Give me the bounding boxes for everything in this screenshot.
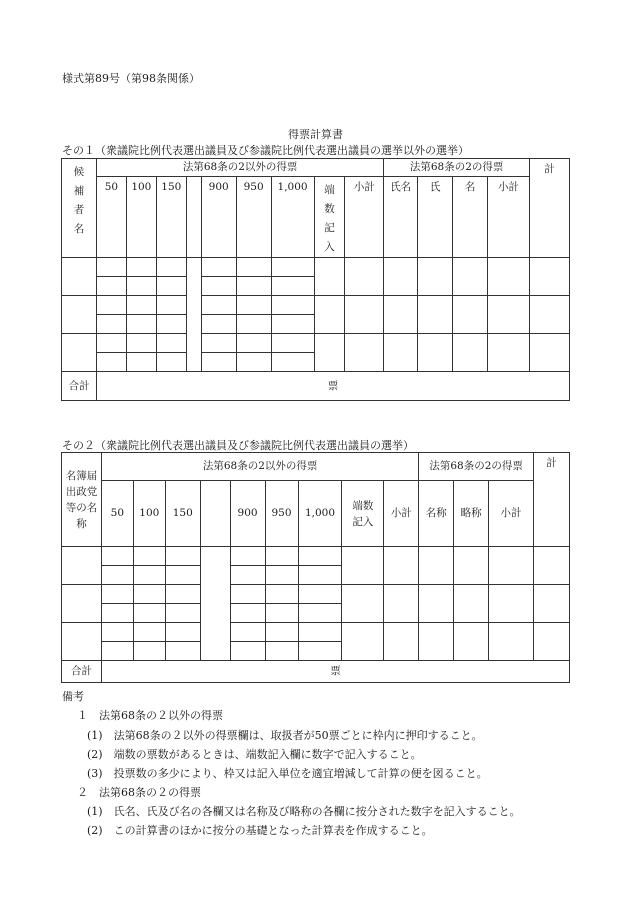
party-fullname-cell[interactable] [419,623,454,661]
fraction-cell[interactable] [314,258,345,296]
other-votes-group-header: 法第68条の2以外の得票 [96,159,383,177]
tally-cell[interactable] [96,296,126,315]
party-abbrev-cell[interactable] [454,547,489,585]
tally-cell[interactable] [165,547,200,566]
tally-cell[interactable] [230,623,265,642]
tally-cell[interactable] [236,296,271,315]
party-fullname-cell[interactable] [419,585,454,623]
tally-1000-header: 1,000 [271,177,314,258]
tally-950-header: 950 [265,481,298,547]
tally-cell[interactable] [236,258,271,277]
full-name-cell[interactable] [384,334,418,372]
remark-2-item-1: (1) 氏名、氏及び名の各欄又は名称及び略称の各欄に按分された数字を記入すること。 [87,805,521,818]
art68-2-votes-group-header: 法第68条の2の得票 [419,453,534,481]
tally-cell[interactable] [230,642,265,661]
tally-cell[interactable] [126,315,156,334]
fraction-entry-header: 端数記入 [314,177,345,258]
fraction-cell[interactable] [342,547,384,585]
tally-cell[interactable] [236,353,271,372]
tally-cell[interactable] [271,296,314,315]
remark-section-1-label: １ 法第68条の２以外の得票 [77,709,223,722]
tally-gap [200,481,230,547]
tally-cell[interactable] [133,623,165,642]
tally-cell[interactable] [126,258,156,277]
tally-cell[interactable] [298,585,342,604]
party-cell[interactable] [62,547,102,585]
tally-cell[interactable] [230,566,265,585]
form-number-label: 様式第89号（第98条関係） [62,72,200,85]
tally-50-header: 50 [101,481,133,547]
tally-cell[interactable] [133,547,165,566]
tally-cell[interactable] [96,258,126,277]
tally-cell[interactable] [265,604,298,623]
tally-gap [186,177,201,258]
subtotal-header: 小計 [345,177,384,258]
tally-cell[interactable] [298,623,342,642]
tally-cell[interactable] [126,334,156,353]
tally-cell[interactable] [236,277,271,296]
tally-cell[interactable] [165,623,200,642]
tally-cell[interactable] [236,315,271,334]
tally-cell[interactable] [265,566,298,585]
tally-cell[interactable] [201,353,236,372]
art68-2-subtotal-cell[interactable] [489,585,534,623]
tally-cell[interactable] [265,585,298,604]
surname-cell[interactable] [418,296,453,334]
part1-heading: その１（衆議院比例代表選出議員及び参議院比例代表選出議員の選挙以外の選挙） [62,144,469,157]
tally-cell[interactable] [96,315,126,334]
tally-cell[interactable] [96,334,126,353]
candidate-cell[interactable] [62,258,97,296]
tally-cell[interactable] [201,258,236,277]
subtotal-cell[interactable] [345,296,384,334]
tally-cell[interactable] [156,277,186,296]
art68-2-subtotal-header: 小計 [489,481,534,547]
sum-label: 合計 [62,372,97,401]
tally-cell[interactable] [230,547,265,566]
total-cell[interactable] [533,585,569,623]
tally-cell[interactable] [271,315,314,334]
tally-cell[interactable] [165,566,200,585]
sum-label: 合計 [62,661,102,683]
art68-2-subtotal-cell[interactable] [488,334,530,372]
tally-cell[interactable] [101,623,133,642]
fraction-cell[interactable] [342,585,384,623]
full-name-cell[interactable] [384,296,418,334]
tally-cell[interactable] [96,353,126,372]
full-name-header: 氏名 [384,177,418,258]
tally-cell[interactable] [126,353,156,372]
total-header: 計 [533,453,569,547]
given-name-cell[interactable] [453,258,488,296]
fraction-cell[interactable] [342,623,384,661]
given-name-header: 名 [453,177,488,258]
art68-2-subtotal-cell[interactable] [488,258,530,296]
tally-cell[interactable] [298,604,342,623]
subtotal-header: 小計 [384,481,419,547]
party-abbrev-cell[interactable] [454,585,489,623]
tally-50-header: 50 [96,177,126,258]
tally-cell[interactable] [133,604,165,623]
tally-gap [200,547,230,661]
art68-2-subtotal-cell[interactable] [489,623,534,661]
total-cell[interactable] [533,623,569,661]
tally-cell[interactable] [265,623,298,642]
tally-cell[interactable] [236,334,271,353]
tally-cell[interactable] [126,277,156,296]
party-abbrev-cell[interactable] [454,623,489,661]
tally-cell[interactable] [298,547,342,566]
remark-1-item-3: (3) 投票数の多少により、枠又は記入単位を適宜増減して計算の便を図ること。 [87,767,488,780]
total-cell[interactable] [529,258,569,296]
party-cell[interactable] [62,623,102,661]
tally-950-header: 950 [236,177,271,258]
tally-150-header: 150 [165,481,200,547]
tally-cell[interactable] [101,566,133,585]
tally-cell[interactable] [156,296,186,315]
total-cell[interactable] [533,547,569,585]
tally-cell[interactable] [230,604,265,623]
document-title: 得票計算書 [288,128,343,141]
tally-cell[interactable] [126,296,156,315]
candidate-name-header: 候補者名 [62,159,97,258]
tally-cell[interactable] [165,642,200,661]
tally-cell[interactable] [156,315,186,334]
part1-table [61,158,570,401]
tally-cell[interactable] [165,604,200,623]
tally-cell[interactable] [101,604,133,623]
total-header: 計 [529,159,569,258]
tally-cell[interactable] [133,585,165,604]
party-name-header: 名簿届出政党等の名称 [62,453,102,547]
part2-heading: その２（衆議院比例代表選出議員及び参議院比例代表選出議員の選挙） [62,439,414,452]
sum-votes-cell[interactable]: 票 [96,372,569,401]
surname-cell[interactable] [418,258,453,296]
total-cell[interactable] [529,334,569,372]
surname-header: 氏 [418,177,453,258]
tally-cell[interactable] [298,566,342,585]
tally-cell[interactable] [156,258,186,277]
fraction-cell[interactable] [314,334,345,372]
party-fullname-header: 名称 [419,481,454,547]
party-cell[interactable] [62,585,102,623]
candidate-cell[interactable] [62,334,97,372]
party-fullname-cell[interactable] [419,547,454,585]
remark-1-item-1: (1) 法第68条の２以外の得票欄は、取扱者が50票ごとに枠内に押印すること。 [87,729,483,742]
subtotal-cell[interactable] [384,585,419,623]
tally-cell[interactable] [101,642,133,661]
remark-2-item-2: (2) この計算書のほかに按分の基礎となった計算表を作成すること。 [87,824,433,837]
party-abbrev-header: 略称 [454,481,489,547]
art68-2-subtotal-cell[interactable] [488,296,530,334]
part2-table [61,452,570,683]
tally-cell[interactable] [133,642,165,661]
tally-cell[interactable] [201,277,236,296]
tally-cell[interactable] [265,642,298,661]
art68-2-subtotal-cell[interactable] [489,547,534,585]
fraction-entry-header: 端数記入 [342,481,384,547]
tally-cell[interactable] [201,315,236,334]
remarks-title: 備考 [62,690,84,703]
tally-cell[interactable] [165,585,200,604]
tally-cell[interactable] [271,277,314,296]
surname-cell[interactable] [418,334,453,372]
candidate-cell[interactable] [62,296,97,334]
subtotal-cell[interactable] [384,547,419,585]
tally-cell[interactable] [133,566,165,585]
tally-gap [186,258,201,372]
subtotal-cell[interactable] [384,623,419,661]
tally-cell[interactable] [271,353,314,372]
art68-2-subtotal-header: 小計 [488,177,530,258]
other-votes-group-header: 法第68条の2以外の得票 [101,453,418,481]
full-name-cell[interactable] [384,258,418,296]
tally-cell[interactable] [298,642,342,661]
tally-cell[interactable] [201,334,236,353]
given-name-cell[interactable] [453,334,488,372]
total-cell[interactable] [529,296,569,334]
tally-cell[interactable] [271,258,314,277]
tally-cell[interactable] [230,585,265,604]
tally-cell[interactable] [101,585,133,604]
tally-900-header: 900 [201,177,236,258]
tally-100-header: 100 [133,481,165,547]
sum-votes-cell[interactable]: 票 [101,661,569,683]
tally-cell[interactable] [271,334,314,353]
subtotal-cell[interactable] [345,258,384,296]
remark-section-2-label: ２ 法第68条の２の得票 [77,786,201,799]
tally-cell[interactable] [156,334,186,353]
art68-2-votes-group-header: 法第68条の2の得票 [384,159,530,177]
tally-900-header: 900 [230,481,265,547]
subtotal-cell[interactable] [345,334,384,372]
tally-cell[interactable] [156,353,186,372]
tally-1000-header: 1,000 [298,481,342,547]
tally-cell[interactable] [101,547,133,566]
tally-cell[interactable] [96,277,126,296]
tally-150-header: 150 [156,177,186,258]
tally-cell[interactable] [265,547,298,566]
tally-100-header: 100 [126,177,156,258]
tally-cell[interactable] [201,296,236,315]
fraction-cell[interactable] [314,296,345,334]
remark-1-item-2: (2) 端数の票数があるときは、端数記入欄に数字で記入すること。 [87,748,422,761]
given-name-cell[interactable] [453,296,488,334]
